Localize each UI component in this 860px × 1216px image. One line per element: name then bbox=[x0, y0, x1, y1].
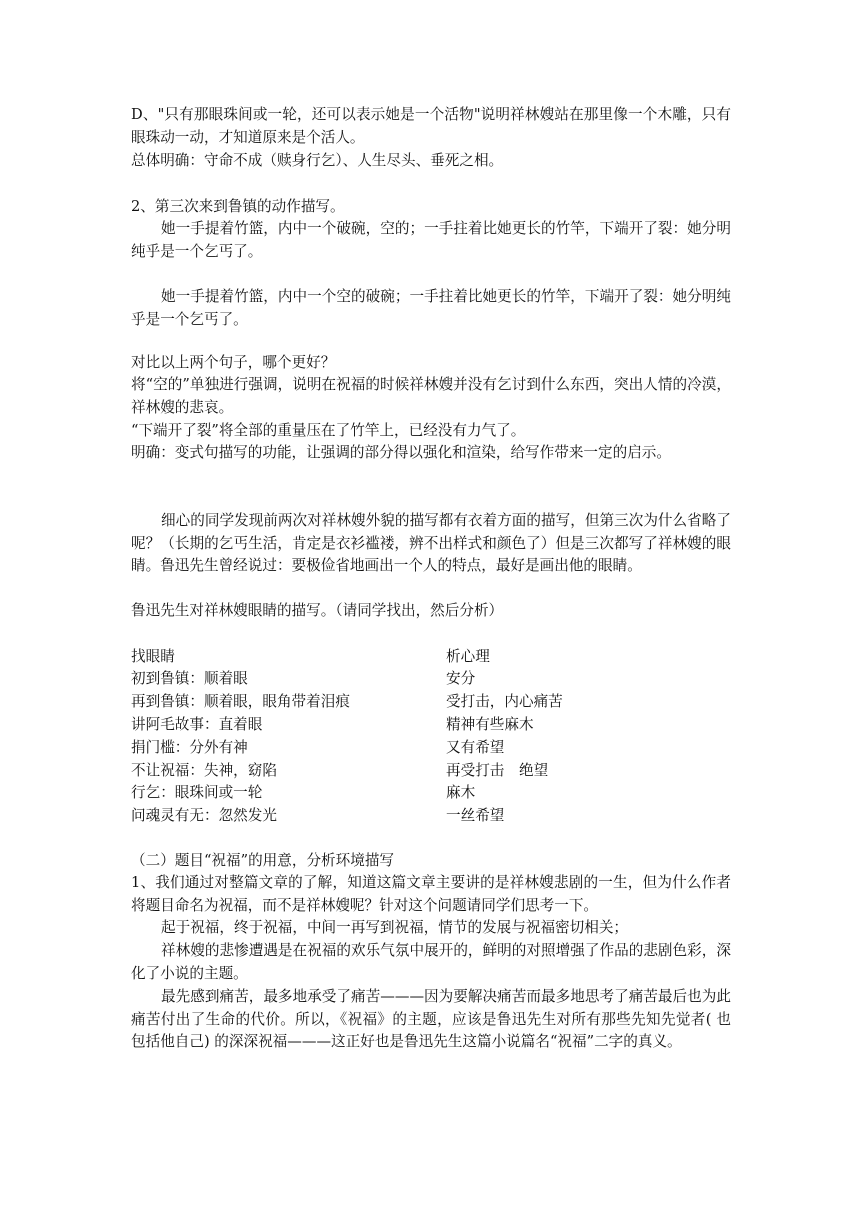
answer-empty-bowl: 将“空的”单独进行强调，说明在祝福的时候祥林嫂并没有乞讨到什么东西，突出人情的冷漠，祥林嫂的悲哀。 bbox=[131, 376, 731, 416]
eye-row-left: 讲阿毛故事：直着眼 bbox=[131, 716, 263, 733]
eye-row-left: 捐门槛：分外有神 bbox=[131, 739, 248, 756]
eye-row-right: 安分 bbox=[446, 670, 476, 687]
eye-row-right: 麻木 bbox=[446, 784, 476, 801]
part-2-question: 1、我们通过对整篇文章的了解，知道这篇文章主要讲的是祥林嫂悲剧的一生，但为什么作者将题目命名为祝福，而不是祥林嫂呢？针对这个问题请同学们思考一下。 bbox=[131, 874, 731, 914]
part-2-answer-2: 祥林嫂的悲惨遭遇是在祝福的欢乐气氛中展开的，鲜明的对照增强了作品的悲剧色彩，深化了小说的主题。 bbox=[131, 942, 731, 982]
eye-row-right: 再受打击 绝望 bbox=[446, 762, 549, 779]
section-d-paragraph: D、"只有那眼珠间或一轮，还可以表示她是一个活物"说明祥林嫂站在那里像一个木雕，只有眼珠动一动，才知道原来是个活人。 bbox=[131, 106, 731, 146]
eye-row-right: 又有希望 bbox=[446, 739, 505, 756]
eye-row-right: 一丝希望 bbox=[446, 807, 505, 824]
header-analyze-mind: 析心理 bbox=[446, 648, 490, 665]
eye-row-left: 再到鲁镇：顺着眼，眼角带着泪痕 bbox=[131, 693, 350, 710]
section-d-summary: 总体明确：守命不成（赎身行乞）、人生尽头、垂死之相。 bbox=[131, 152, 504, 169]
eye-row-right: 精神有些麻木 bbox=[446, 716, 534, 733]
part-2-answer-3: 最先感到痛苦，最多地承受了痛苦———因为要解决痛苦而最多地思考了痛苦最后也为此痛苦付出了生命的代价。所以，《祝福》的主题，应该是鲁迅先生对所有那些先知先觉者( 也包括他自己) 的深深祝福———这正好也是鲁迅先生这篇小说篇名“祝福”二字的真义。 bbox=[131, 988, 731, 1051]
sentence-original: 她一手提着竹篮，内中一个破碗，空的；一手拄着比她更长的竹竿，下端开了裂：她分明纯乎是一个乞丐了。 bbox=[131, 220, 731, 260]
eye-row-right: 受打击，内心痛苦 bbox=[446, 693, 563, 710]
section-2-heading: 2、第三次来到鲁镇的动作描写。 bbox=[131, 198, 345, 215]
header-find-eyes: 找眼睛 bbox=[131, 648, 175, 665]
eyes-task: 鲁迅先生对祥林嫂眼睛的描写。（请同学找出，然后分析） bbox=[131, 602, 504, 619]
part-2-heading: （二）题目“祝福”的用意，分析环境描写 bbox=[131, 852, 395, 869]
eyes-intro-paragraph: 细心的同学发现前两次对祥林嫂外貌的描写都有衣着方面的描写，但第三次为什么省略了呢？（长期的乞丐生活，肯定是衣衫褴褛，辨不出样式和颜色了）但是三次都写了祥林嫂的眼睛。鲁迅先生曾经说过：要极俭省地画出一个人的特点，最好是画出他的眼睛。 bbox=[131, 512, 731, 575]
eye-row-left: 问魂灵有无：忽然发光 bbox=[131, 807, 277, 824]
sentence-variant: 她一手提着竹篮，内中一个空的破碗；一手拄着比她更长的竹竿，下端开了裂：她分明纯乎是一个乞丐了。 bbox=[131, 288, 731, 328]
eye-row-left: 行乞：眼珠间或一轮 bbox=[131, 784, 263, 801]
part-2-answer-1: 起于祝福，终于祝福，中间一再写到祝福，情节的发展与祝福密切相关； bbox=[161, 919, 629, 936]
answer-conclusion: 明确：变式句描写的功能，让强调的部分得以强化和渲染，给写作带来一定的启示。 bbox=[131, 444, 671, 461]
eye-row-left: 不让祝福：失神，窈陷 bbox=[131, 762, 277, 779]
answer-split-pole: “下端开了裂”将全部的重量压在了竹竿上，已经没有力气了。 bbox=[131, 422, 526, 439]
comparison-question: 对比以上两个句子，哪个更好？ bbox=[131, 354, 336, 371]
eye-row-left: 初到鲁镇：顺着眼 bbox=[131, 670, 248, 687]
